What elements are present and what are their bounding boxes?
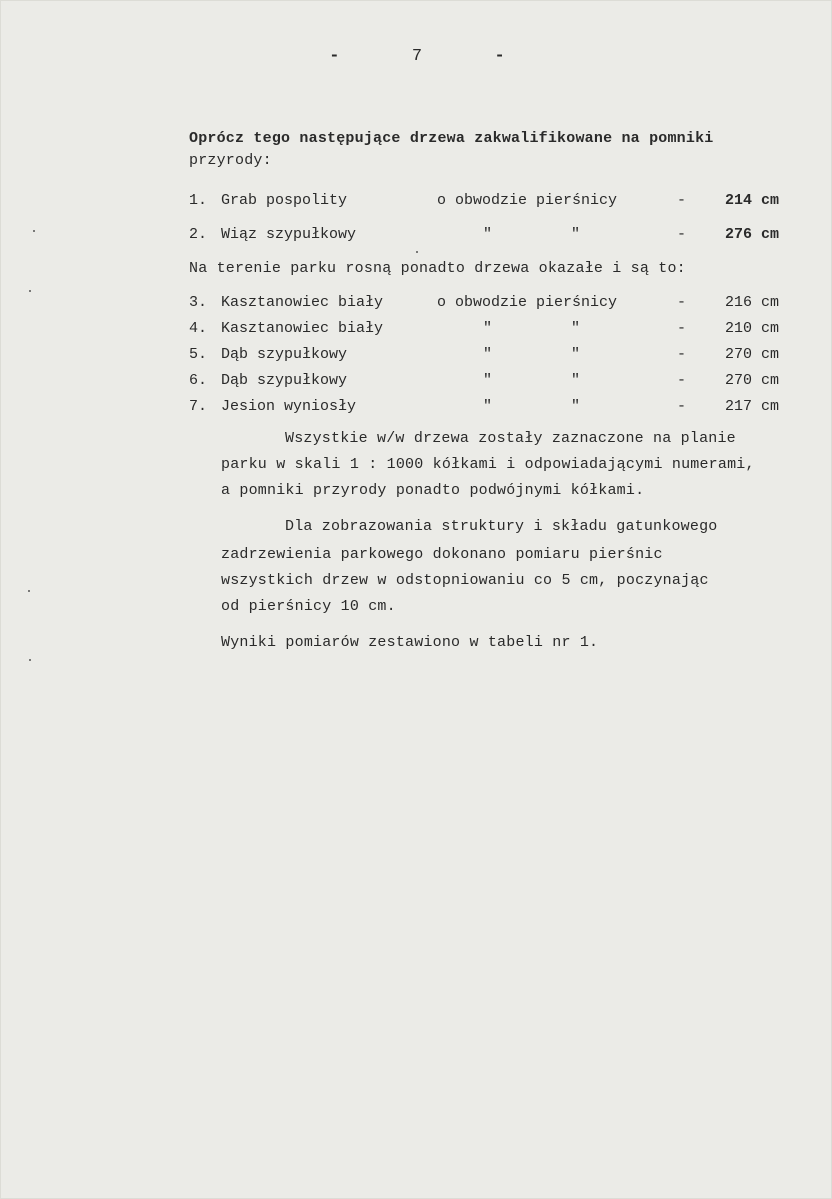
paragraph-2-line-3: wszystkich drzew w odstopniowaniu co 5 cm, poczynając xyxy=(221,572,709,589)
paragraph-1-line-1: Wszystkie w/w drzewa zostały zaznaczone na planie xyxy=(285,430,736,447)
row-number: 3. xyxy=(189,294,208,311)
row-dash: - xyxy=(677,372,687,389)
row-dash: - xyxy=(677,192,687,209)
page-number-dash-right: - xyxy=(494,47,505,66)
scan-speck xyxy=(29,290,31,292)
ditto-mark: " xyxy=(483,398,493,415)
paragraph-1-line-2: parku w skali 1 : 1000 kółkami i odpowiadającymi numerami, xyxy=(221,456,755,473)
measure-description: o obwodzie pierśnicy xyxy=(437,294,618,311)
row-number: 5. xyxy=(189,346,208,363)
tree-name: Dąb szypułkowy xyxy=(221,372,348,389)
paragraph-2-line-2: zadrzewienia parkowego dokonano pomiaru pierśnic xyxy=(221,546,663,563)
ditto-mark: " xyxy=(483,226,493,243)
girth-value: 276 cm xyxy=(724,226,779,243)
tree-name: Kasztanowiec biały xyxy=(221,294,384,311)
tree-name: Kasztanowiec biały xyxy=(221,320,384,337)
tree-name: Dąb szypułkowy xyxy=(221,346,348,363)
tree-row-7 xyxy=(189,397,789,417)
intro-line-1: Oprócz tego następujące drzewa zakwalifikowane na pomniki xyxy=(189,130,714,147)
row-number: 4. xyxy=(189,320,208,337)
ditto-mark: " xyxy=(571,372,581,389)
ditto-mark: " xyxy=(571,320,581,337)
scan-speck xyxy=(28,590,30,592)
row-dash: - xyxy=(677,320,687,337)
row-number: 1. xyxy=(189,192,208,209)
girth-value: 216 cm xyxy=(724,294,779,311)
girth-value: 214 cm xyxy=(724,192,779,209)
closing-line: Wyniki pomiarów zestawiono w tabeli nr 1. xyxy=(221,634,599,651)
girth-value: 270 cm xyxy=(724,372,779,389)
tree-row-4 xyxy=(189,319,789,339)
ditto-mark: " xyxy=(571,398,581,415)
measure-description: o obwodzie pierśnicy xyxy=(437,192,618,209)
tree-name: Jesion wyniosły xyxy=(221,398,357,415)
girth-value: 270 cm xyxy=(724,346,779,363)
monument-row-1 xyxy=(189,191,789,211)
paragraph-1-line-3: a pomniki przyrody ponadto podwójnymi kółkami. xyxy=(221,482,645,499)
girth-value: 210 cm xyxy=(724,320,779,337)
scan-speck xyxy=(416,251,418,253)
paragraph-2-line-1: Dla zobrazowania struktury i składu gatunkowego xyxy=(285,518,718,535)
scan-speck xyxy=(29,659,31,661)
page-number-dash-left: - xyxy=(329,47,340,66)
ditto-mark: " xyxy=(571,226,581,243)
ditto-mark: " xyxy=(483,372,493,389)
tree-name: Wiąz szypułkowy xyxy=(221,226,357,243)
tree-row-5 xyxy=(189,345,789,365)
tree-name: Grab pospolity xyxy=(221,192,348,209)
ditto-mark: " xyxy=(483,320,493,337)
tree-row-3 xyxy=(189,293,789,313)
row-dash: - xyxy=(677,226,687,243)
girth-value: 217 cm xyxy=(724,398,779,415)
ditto-mark: " xyxy=(571,346,581,363)
row-number: 7. xyxy=(189,398,208,415)
row-number: 6. xyxy=(189,372,208,389)
scan-speck xyxy=(33,230,35,232)
ditto-mark: " xyxy=(483,346,493,363)
tree-row-6 xyxy=(189,371,789,391)
row-dash: - xyxy=(677,294,687,311)
page-number xyxy=(1,47,832,67)
row-dash: - xyxy=(677,398,687,415)
monument-row-2 xyxy=(189,225,789,245)
middle-line: Na terenie parku rosną ponadto drzewa okazałe i są to: xyxy=(189,260,686,277)
intro-line-2: przyrody: xyxy=(189,152,272,169)
page-number-value: 7 xyxy=(411,47,423,66)
row-number: 2. xyxy=(189,226,208,243)
paragraph-2-line-4: od pierśnicy 10 cm. xyxy=(221,598,396,615)
row-dash: - xyxy=(677,346,687,363)
